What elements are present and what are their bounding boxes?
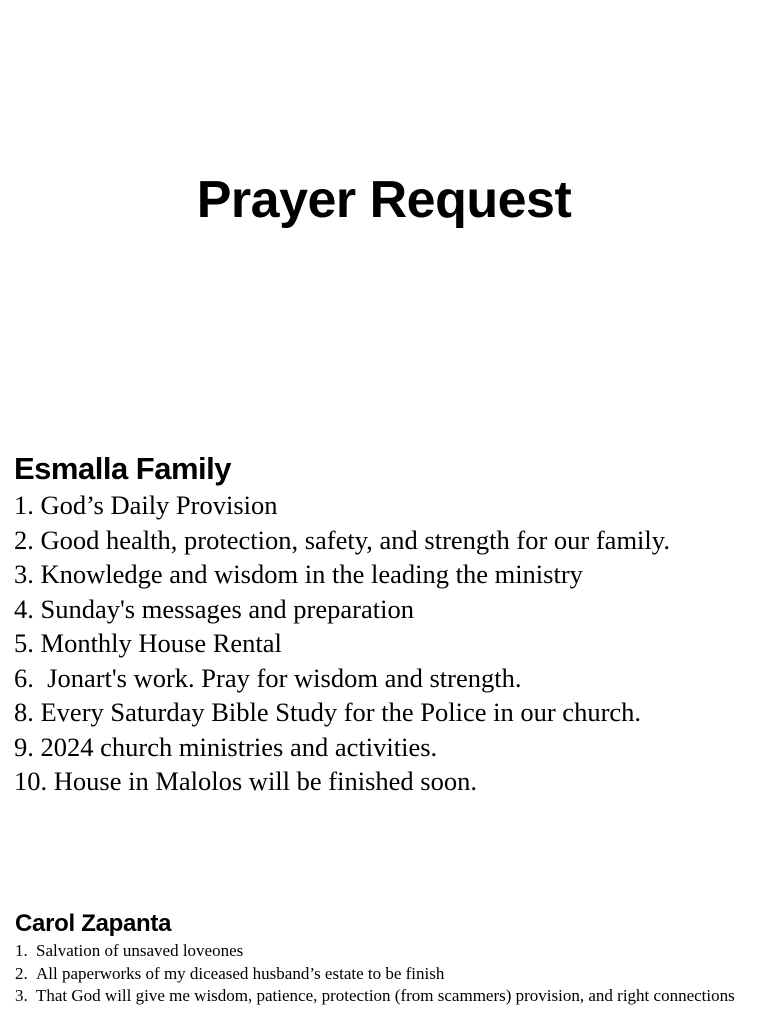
list-item-number: 3. — [15, 986, 28, 1005]
list-item-text: That God will give me wisdom, patience, protection (from scammers) provision, and right connections — [36, 986, 735, 1005]
list-item-number: 1. — [15, 941, 28, 960]
list-item: 10. House in Malolos will be finished soon. — [14, 766, 477, 796]
section-heading: Carol Zapanta — [15, 910, 172, 937]
list-item: 1. God’s Daily Provision — [14, 490, 278, 520]
list-item — [15, 985, 755, 1008]
section-heading: Esmalla Family — [14, 451, 232, 486]
list-item — [15, 963, 755, 986]
section-esmalla-family — [14, 450, 759, 799]
list-item: 2. Good health, protection, safety, and strength for our family. — [14, 524, 670, 555]
section-carol-zapanta — [15, 908, 755, 1008]
list-item: 4. Sunday's messages and preparation — [14, 593, 414, 624]
list-item-text: All paperworks of my diceased husband’s estate to be finish — [36, 963, 445, 983]
list-item: 9. 2024 church ministries and activities. — [14, 731, 438, 762]
page-title: Prayer Request — [196, 171, 572, 229]
prayer-list — [15, 940, 755, 1008]
list-item: 3. Knowledge and wisdom in the leading the ministry — [14, 559, 583, 589]
list-item-number: 2. — [15, 963, 28, 983]
list-item: 8. Every Saturday Bible Study for the Police in our church. — [14, 697, 642, 727]
prayer-list — [14, 488, 759, 799]
list-item — [15, 940, 755, 963]
list-item: 6. Jonart's work. Pray for wisdom and strength. — [14, 662, 522, 693]
list-item: 5. Monthly House Rental — [14, 628, 282, 658]
list-item-text: Salvation of unsaved loveones — [36, 941, 244, 960]
